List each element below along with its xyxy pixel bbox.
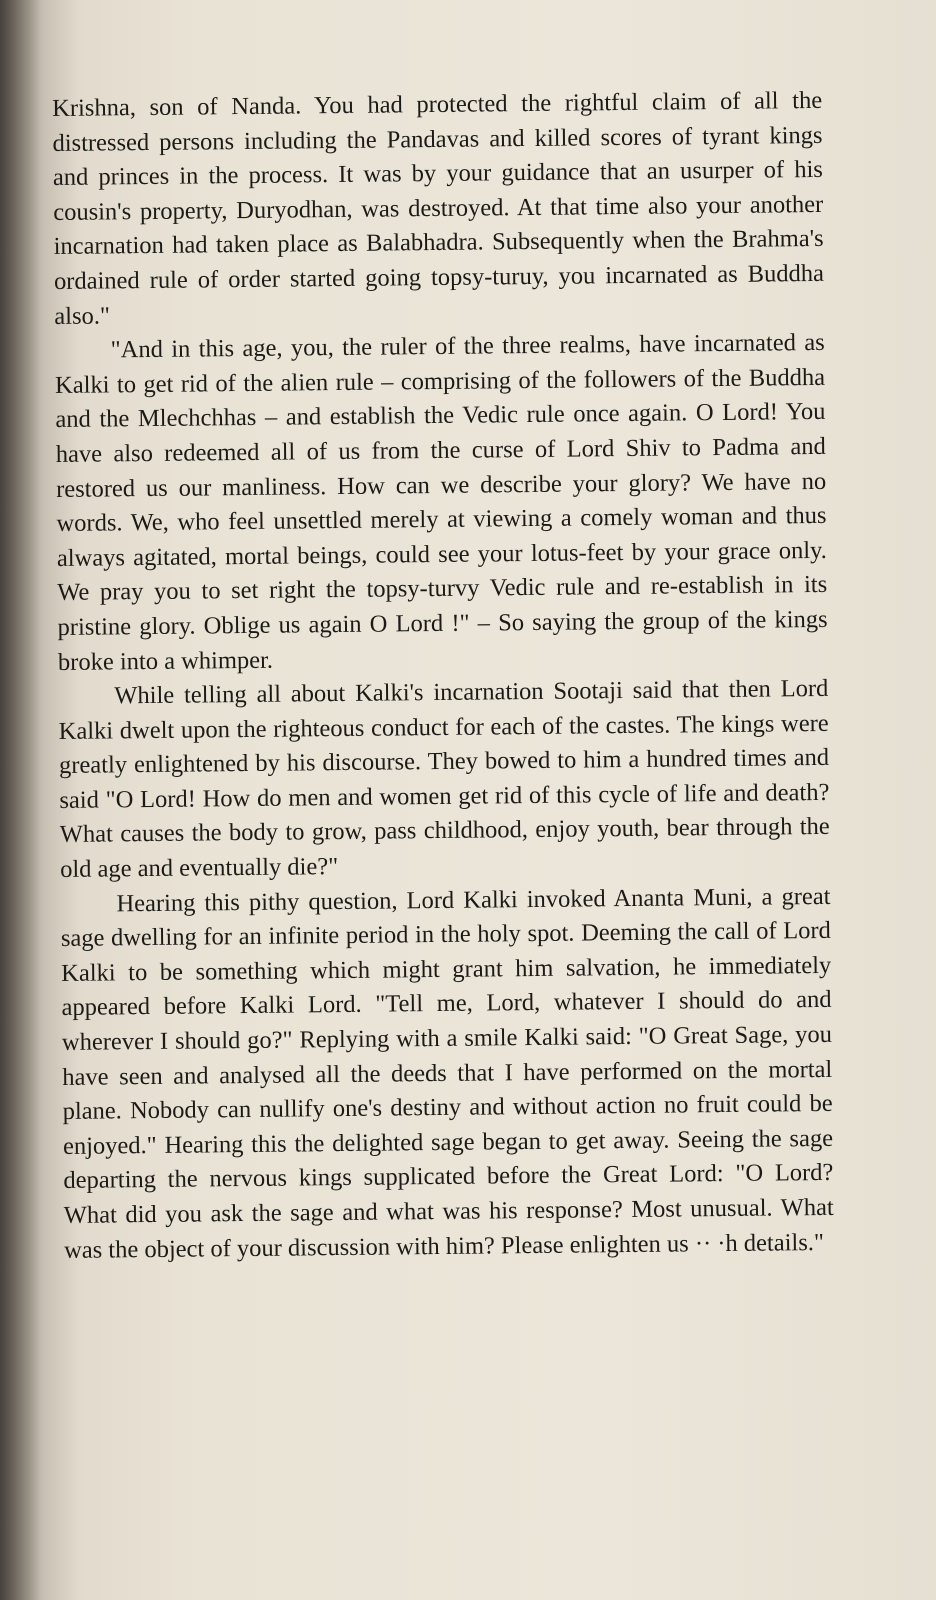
paragraph-2: "And in this age, you, the ruler of the three realms, have incarnated as Kalki to get rid of the alien rule – comprising of the followers of the Buddha and the Mlechchhas – and establish the Vedic rule once again. O Lord! You have also redeemed all of us from the curse of Lord Shiv to Padma and restored us our manliness. How can we describe your glory? We have no words. We, who feel unsettled merely at viewing a comely woman and thus always agitated, mortal beings, could see your lotus-feet by your grace only. We pray you to set right the topsy-turvy Vedic rule and re-establish in its pristine glory. Oblige us again O Lord !" – So saying the group of the kings broke into a whimper.: [54, 329, 828, 676]
page-body-text: [52, 84, 834, 1268]
binding-gutter-shadow: [0, 0, 40, 1600]
paragraph-3: While telling all about Kalki's incarnation Sootaji said that then Lord Kalki dwelt upon the righteous conduct for each of the castes. The kings were greatly enlightened by his discourse. They bowed to him a hundred times and said "O Lord! How do men and women get rid of this cycle of life and death? What causes the body to grow, pass childhood, enjoy youth, bear through the old age and eventually die?": [58, 674, 830, 884]
paragraph-4: Hearing this pithy question, Lord Kalki invoked Ananta Muni, a great sage dwelling for an infinite period in the holy spot. Deeming the call of Lord Kalki to be something which might grant him salvation, he immediately appeared before Kalki Lord. "Tell me, Lord, whatever I should do and wherever I should go?" Replying with a smile Kalki said: "O Great Sage, you have seen and analysed all the deeds that I have performed on the mortal plane. Nobody can nullify one's destiny and without action no fruit could be enjoyed." Hearing this the delighted sage began to get away. Seeing the sage departing the nervous kings supplicated before the Great Lord: "O Lord? What did you ask the sage and what was his response? Most unusual. What was the object of your discussion with him? Please enlighten us ·· ·h details.": [60, 882, 834, 1264]
paragraph-1: Krishna, son of Nanda. You had protected the rightful claim of all the distressed persons including the Pandavas and killed scores of tyrant kings and princes in the process. It was by your guidance that an usurper of his cousin's property, Duryodhan, was destroyed. At that time also your another incarnation had taken place as Balabhadra. Subsequently when the Brahma's ordained rule of order started going topsy-turuy, you incarnated as Buddha also.": [52, 86, 825, 330]
